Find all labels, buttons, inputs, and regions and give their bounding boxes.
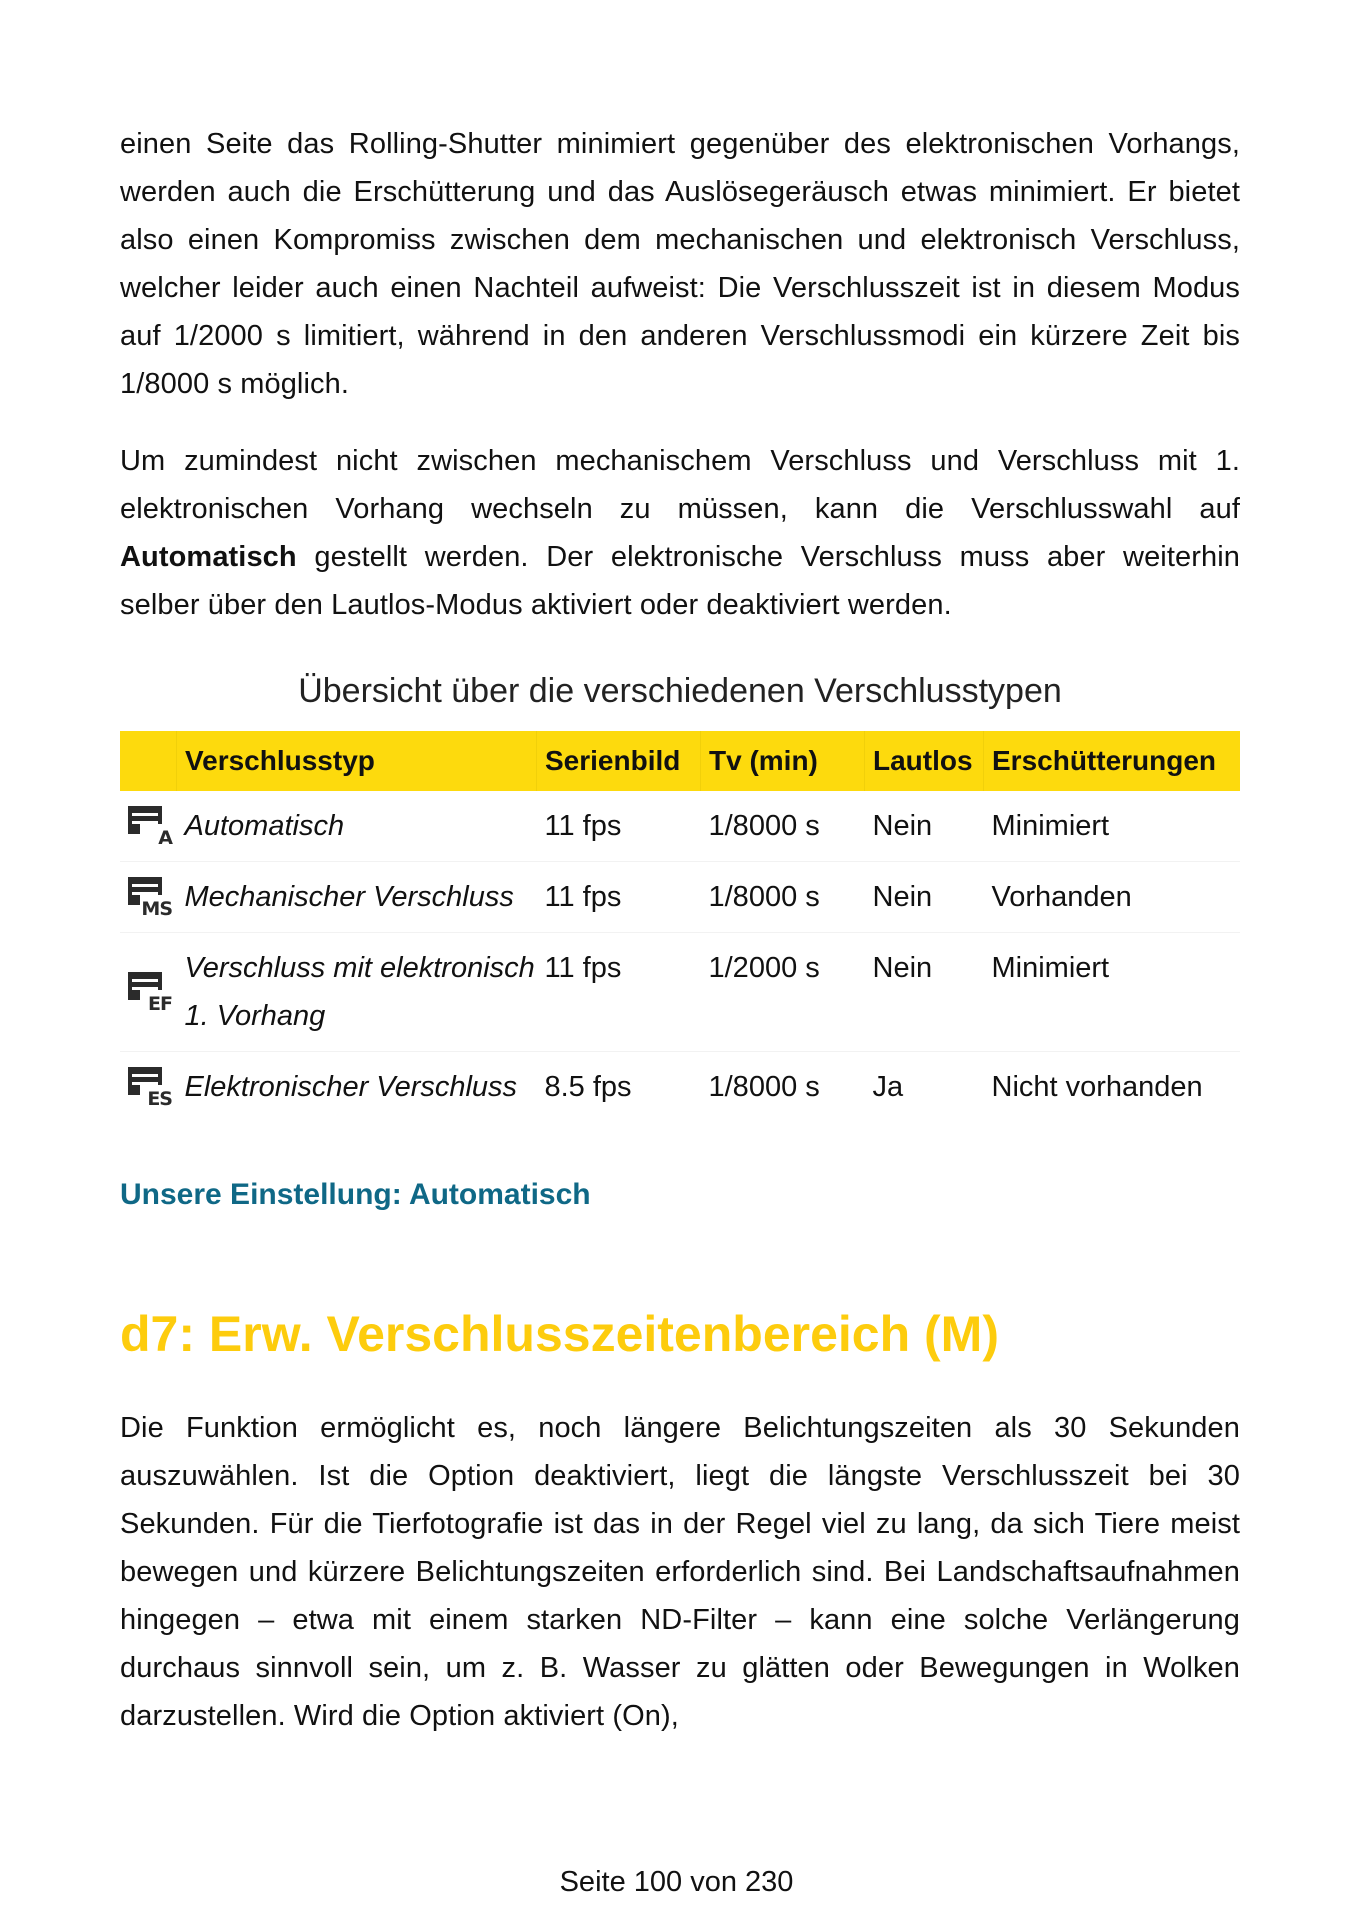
bold-term-automatisch: Automatisch — [120, 541, 297, 573]
cell-lautlos: Nein — [865, 862, 984, 933]
cell-type: Verschluss mit elektronisch 1. Vorhang — [177, 933, 537, 1052]
page-number: Seite 100 von 230 — [559, 1866, 794, 1898]
paragraph-extended-shutter-range: Die Funktion ermöglicht es, noch längere Belichtungszeiten als 30 Sekunden auszuwählen. Ist die Option deaktiviert, liegt die längste Verschlusszeit bei 30 Sekunden. Für die Tierfotografie ist das in der Regel viel zu lang, da sich Tiere meist bewegen und kürzere Belichtungszeiten erforderlich sind. Bei Landschaftsaufnahmen hingegen – etwa mit einem starken ND-Filter – kann eine solche Verlängerung durchaus sinnvoll sein, um z. B. Wasser zu glätten oder Bewegungen in Wolken darzustellen. Wird die Option aktiviert (On), — [120, 1412, 1240, 1732]
table-row — [120, 933, 1240, 1052]
cell-serienbild: 11 fps — [537, 862, 701, 933]
recommended-setting: Unsere Einstellung: Automatisch — [120, 1178, 591, 1211]
cell-erschuetterungen: Vorhanden — [984, 862, 1241, 933]
cell-tv: 1/8000 s — [701, 862, 865, 933]
table-caption: Übersicht über die verschiedenen Verschlusstypen — [298, 672, 1062, 710]
cell-tv: 1/8000 s — [708, 1071, 820, 1103]
cell-tv: 1/8000 s — [701, 791, 865, 862]
cell-lautlos: Nein — [865, 791, 984, 862]
paragraph-text: gestellt werden. Der elektronische Verschluss muss aber weiterhin selber über den Lautlos-Modus aktiviert oder deaktiviert werden. — [120, 541, 1240, 621]
icon-cell — [120, 1052, 177, 1123]
header-tv-min: Tv (min) — [701, 731, 865, 791]
header-serienbild: Serienbild — [537, 731, 701, 791]
icon-cell — [120, 791, 177, 862]
cell-erschuetterungen: Nicht vorhanden — [991, 1071, 1203, 1103]
cell-type: Mechanischer Verschluss — [177, 862, 537, 933]
shutter-types-table — [120, 731, 1240, 1122]
paragraph-text: Um zumindest nicht zwischen mechanischem Verschluss und Verschluss mit 1. elektronischen Vorhang wechseln zu müssen, kann die Verschlusswahl auf — [120, 445, 1240, 525]
cell-serienbild: 11 fps — [537, 933, 701, 1052]
cell-erschuetterungen: Minimiert — [984, 933, 1241, 1052]
cell-serienbild: 8.5 fps — [544, 1071, 632, 1103]
cell-lautlos: Nein — [865, 933, 984, 1052]
header-lautlos: Lautlos — [865, 731, 984, 791]
cell-type: Automatisch — [177, 791, 537, 862]
header-verschlusstyp: Verschlusstyp — [177, 731, 537, 791]
shutter-mechanical-icon: MS — [126, 873, 174, 921]
paragraph-shutter-compromise: einen Seite das Rolling-Shutter minimiert gegenüber des elektronischen Vorhangs, werden auch die Erschütterung und das Auslösegeräusch etwas minimiert. Er bietet also einen Kompromiss zwischen dem mechanischen und elektronisch Verschluss, welcher leider auch einen Nachteil aufweist: Die Verschlusszeit ist in diesem Modus auf 1/2000 s limitiert, während in den anderen Verschlussmodi ein kürzere Zeit bis 1/8000 s möglich. — [120, 128, 1240, 400]
shutter-electronic-icon: ES — [126, 1063, 174, 1111]
table-header-row — [120, 731, 1240, 791]
header-erschuetterungen: Erschütterungen — [984, 731, 1241, 791]
cell-tv: 1/2000 s — [701, 933, 865, 1052]
cell-lautlos: Ja — [872, 1071, 904, 1103]
cell-erschuetterungen: Minimiert — [984, 791, 1241, 862]
cell-serienbild: 11 fps — [537, 791, 701, 862]
icon-cell — [120, 933, 177, 1052]
section-heading: d7: Erw. Verschlusszeitenbereich (M) — [120, 1306, 999, 1362]
header-icon-column — [120, 731, 177, 791]
table-row — [120, 862, 1240, 933]
table-row — [120, 791, 1240, 862]
cell-type: Elektronischer Verschluss — [184, 1071, 518, 1103]
shutter-auto-icon: A — [126, 802, 174, 850]
table-row — [120, 1052, 1240, 1123]
shutter-efc-icon: EF — [126, 968, 174, 1016]
paragraph-automatic-mode — [120, 437, 1240, 629]
icon-cell — [120, 862, 177, 933]
